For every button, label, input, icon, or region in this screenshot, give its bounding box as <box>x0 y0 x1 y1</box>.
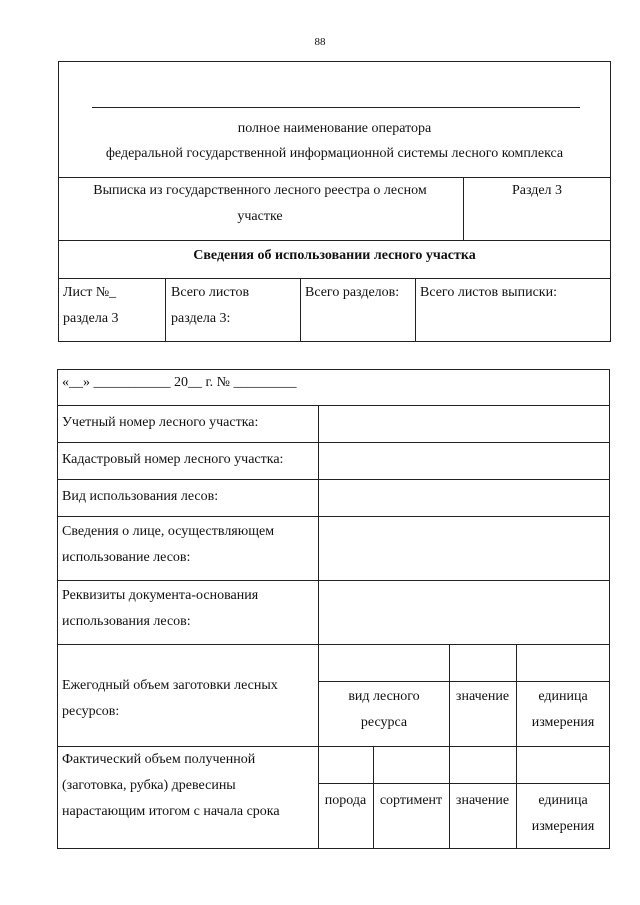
annual-volume-label: Ежегодный объем заготовки лесных ресурсов: <box>62 678 278 719</box>
annual-col-divider-2 <box>516 644 517 746</box>
extract-title: Выписка из государственного лесного реестра о лесном участке <box>93 183 427 224</box>
row-divider-6 <box>57 644 610 645</box>
annual-col-unit: единица измерения <box>531 689 595 730</box>
actual-col-species: порода <box>324 793 367 808</box>
forest-use-type-label: Вид использования лесов: <box>62 489 219 504</box>
operator-caption-line1: полное наименование оператора <box>237 121 432 136</box>
actual-volume-label: Фактический объем полученной (заготовка, рубка) древесины нарастающим итогом с начала срока <box>62 752 280 819</box>
row-divider-2 <box>57 442 610 443</box>
header-divider-v4 <box>415 278 416 342</box>
header-divider-v3 <box>300 278 301 342</box>
person-info-label: Сведения о лице, осуществляющем использование лесов: <box>62 524 275 565</box>
header-divider-3 <box>58 278 611 279</box>
actual-col-unit: единица измерения <box>531 793 595 834</box>
date-number-line: «__» ___________ 20__ г. № _________ <box>62 375 297 390</box>
annual-subheader-divider <box>318 681 610 682</box>
row-divider-4 <box>57 516 610 517</box>
account-number-label: Учетный номер лесного участка: <box>62 415 259 430</box>
page-number: 88 <box>314 36 326 48</box>
total-sheets-section-label: Всего листов раздела 3: <box>171 285 250 326</box>
cadastral-number-label: Кадастровый номер лесного участка: <box>62 452 284 467</box>
actual-subheader-divider <box>318 783 610 784</box>
annual-col-value: значение <box>455 689 510 704</box>
info-title: Сведения об использовании лесного участка <box>193 248 476 263</box>
header-divider-v2 <box>165 278 166 342</box>
actual-col-value: значение <box>455 793 510 808</box>
section-label: Раздел 3 <box>511 183 563 198</box>
row-divider-1 <box>57 405 610 406</box>
total-sheets-extract-label: Всего листов выписки: <box>420 285 557 300</box>
actual-col-divider-3 <box>516 746 517 849</box>
row-divider-3 <box>57 479 610 480</box>
operator-name-underline <box>92 107 580 108</box>
operator-caption-line2: федеральной государственной информационной системы лесного комплекса <box>105 146 564 161</box>
label-value-divider <box>318 405 319 849</box>
header-divider-2 <box>58 240 611 241</box>
row-divider-5 <box>57 580 610 581</box>
annual-col-resource-type: вид лесного ресурса <box>348 689 420 730</box>
actual-col-assortment: сортимент <box>379 793 443 808</box>
document-details-label: Реквизиты документа-основания использования лесов: <box>62 588 259 629</box>
sheet-number-label: Лист №_ раздела 3 <box>63 285 119 326</box>
total-sections-label: Всего разделов: <box>305 285 400 300</box>
